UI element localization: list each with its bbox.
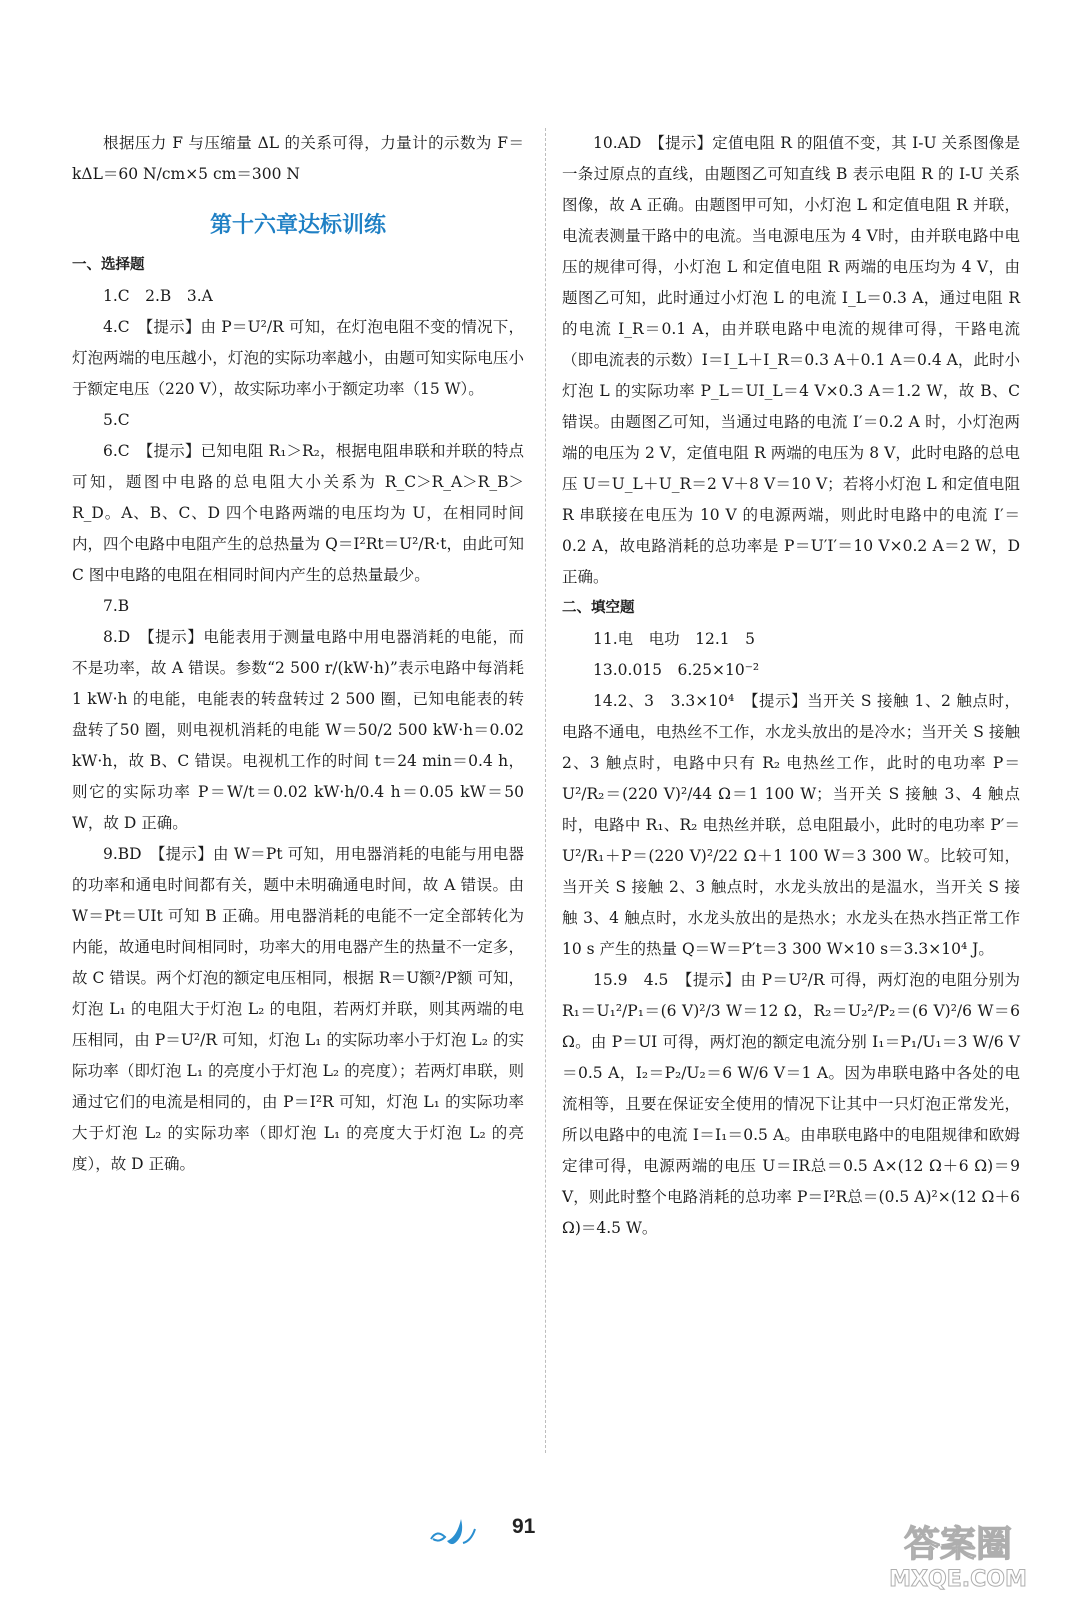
right-column (562, 128, 1020, 1244)
answer: 8.D 【提示】电能表用于测量电路中用电器消耗的电能，而不是功率，故 A 错误。参数“2 500 r/(kW·h)”表示电路中每消耗 1 kW·h 的电能，电能表的转盘转过 2 500 圈，已知电能表的转盘转了50 圈，则电视机消耗的电能 W＝50/2 500 kW·h＝0.02 kW·h，故 B、C 错误。电视机工作的时间 t＝24 min＝0.4 h，则它的实际功率 P＝W/t＝0.02 kW·h/0.4 h＝0.05 kW＝50 W，故 D 正确。 (72, 628, 524, 832)
page-number: 91 (512, 1515, 536, 1538)
chapter-title: 第十六章达标训练 (209, 213, 386, 238)
left-column (72, 128, 524, 1180)
answer: 10.AD 【提示】定值电阻 R 的阻值不变，其 I-U 关系图像是一条过原点的直线，由题图乙可知直线 B 表示电阻 R 的 I-U 关系图像，故 A 正确。由题图甲可知，小灯泡 L 和定值电阻 R 并联，电流表测量干路中的电流。当电源电压为 4 V时，由并联电路中电压的规律可得，小灯泡 L 和定值电阻 R 两端的电压均为 4 V，由题图乙可知，此时通过小灯泡 L 的电流 I_L＝0.3 A，通过电阻 R 的电流 I_R＝0.1 A，由并联电路中电流的规律可得，干路电流（即电流表的示数）I＝I_L＋I_R＝0.3 A＋0.1 A＝0.4 A，此时小灯泡 L 的实际功率 P_L＝UI_L＝4 V×0.3 A＝1.2 W，故 B、C 错误。由题图乙可知，当通过电路的电流 I′＝0.2 A 时，小灯泡两端的电压为 2 V，定值电阻 R 两端的电压为 8 V，此时电路的总电压 U＝U_L＋U_R＝2 V＋8 V＝10 V；若将小灯泡 L 和定值电阻 R 串联接在电压为 10 V 的电源两端，则此时电路中的电流 I′＝0.2 A，故电路消耗的总功率是 P＝U′I′＝10 V×0.2 A＝2 W，D 正确。 (562, 134, 1020, 586)
answer: 15.9 4.5 【提示】由 P＝U²/R 可得，两灯泡的电阻分别为 R₁＝U₁²/P₁＝(6 V)²/3 W＝12 Ω，R₂＝U₂²/P₂＝(6 V)²/6 W＝6 Ω。由 P＝UI 可得，两灯泡的额定电流分别 I₁＝P₁/U₁＝3 W/6 V＝0.5 A，I₂＝P₂/U₂＝6 W/6 V＝1 A。因为串联电路中各处的电流相等，且要在保证安全使用的情况下让其中一只灯泡正常发光，所以电路中的电流 I＝I₁＝0.5 A。由串联电路中的电阻规律和欧姆定律可得，电源两端的电压 U＝IR总＝0.5 A×(12 Ω＋6 Ω)＝9 V，则此时整个电路消耗的总功率 P＝I²R总＝(0.5 A)²×(12 Ω＋6 Ω)＝4.5 W。 (562, 971, 1020, 1237)
answer: 11.电 电功 12.1 5 (593, 630, 756, 648)
answer: 1.C 2.B 3.A (103, 287, 213, 305)
watermark-logo (868, 1512, 1048, 1592)
watermark-url: MXQE.COM (889, 1567, 1027, 1592)
watermark-title: 答案圈 (903, 1524, 1013, 1565)
section-heading: 一、选择题 (72, 257, 145, 273)
answer: 5.C (103, 411, 130, 429)
answer: 7.B (103, 597, 130, 615)
answer: 14.2、3 3.3×10⁴ 【提示】当开关 S 接触 1、2 触点时，电路不通电，电热丝不工作，水龙头放出的是冷水；当开关 S 接触 2、3 触点时，电路中只有 R₂ 电热丝工作，此时的电功率 P＝U²/R₂＝(220 V)²/44 Ω＝1 100 W；当开关 S 接触 3、4 触点时，电路中 R₁、R₂ 电热丝并联，总电阻最小，此时的电功率 P′＝U²/R₁＋P＝(220 V)²/22 Ω＋1 100 W＝3 300 W。比较可知，当开关 S 接触 2、3 触点时，水龙头放出的是温水，当开关 S 接触 3、4 触点时，水龙头放出的是热水；水龙头在热水挡正常工作 10 s 产生的热量 Q＝W＝P′t＝3 300 W×10 s＝3.3×10⁴ J。 (562, 692, 1020, 958)
answer: 9.BD 【提示】由 W＝Pt 可知，用电器消耗的电能与用电器的功率和通电时间都有关，题中未明确通电时间，故 A 错误。由 W＝Pt＝UIt 可知 B 正确。用电器消耗的电能不一定全部转化为内能，故通电时间相同时，功率大的用电器产生的热量不一定多，故 C 错误。两个灯泡的额定电压相同，根据 R＝U额²/P额 可知，灯泡 L₁ 的电阻大于灯泡 L₂ 的电阻，若两灯并联，则其两端的电压相同，由 P＝U²/R 可知，灯泡 L₁ 的实际功率小于灯泡 L₂ 的实际功率（即灯泡 L₁ 的亮度小于灯泡 L₂ 的亮度）；若两灯串联，则通过它们的电流是相同的，由 P＝I²R 可知，灯泡 L₁ 的实际功率大于灯泡 L₂ 的实际功率（即灯泡 L₁ 的亮度大于灯泡 L₂ 的亮度），故 D 正确。 (72, 845, 524, 1173)
paragraph: 根据压力 F 与压缩量 ΔL 的关系可得，力量计的示数为 F＝kΔL＝60 N/cm×5 cm＝300 N (72, 134, 524, 183)
wave-logo-icon (427, 1515, 487, 1555)
section-heading: 二、填空题 (562, 600, 635, 616)
column-divider (545, 128, 546, 1453)
answer: 6.C 【提示】已知电阻 R₁＞R₂，根据电阻串联和并联的特点可知，题图中电路的总电阻大小关系为 R_C＞R_A＞R_B＞R_D。A、B、C、D 四个电路两端的电压均为 U，在相同时间内，四个电路中电阻产生的总热量为 Q＝I²Rt＝U²/R·t，由此可知 C 图中电路的电阻在相同时间内产生的总热量最少。 (72, 442, 524, 584)
answer: 4.C 【提示】由 P＝U²/R 可知，在灯泡电阻不变的情况下，灯泡两端的电压越小，灯泡的实际功率越小，由题可知实际电压小于额定电压（220 V），故实际功率小于额定功率（15 W）。 (72, 318, 524, 398)
answer: 13.0.015 6.25×10⁻² (593, 661, 760, 679)
